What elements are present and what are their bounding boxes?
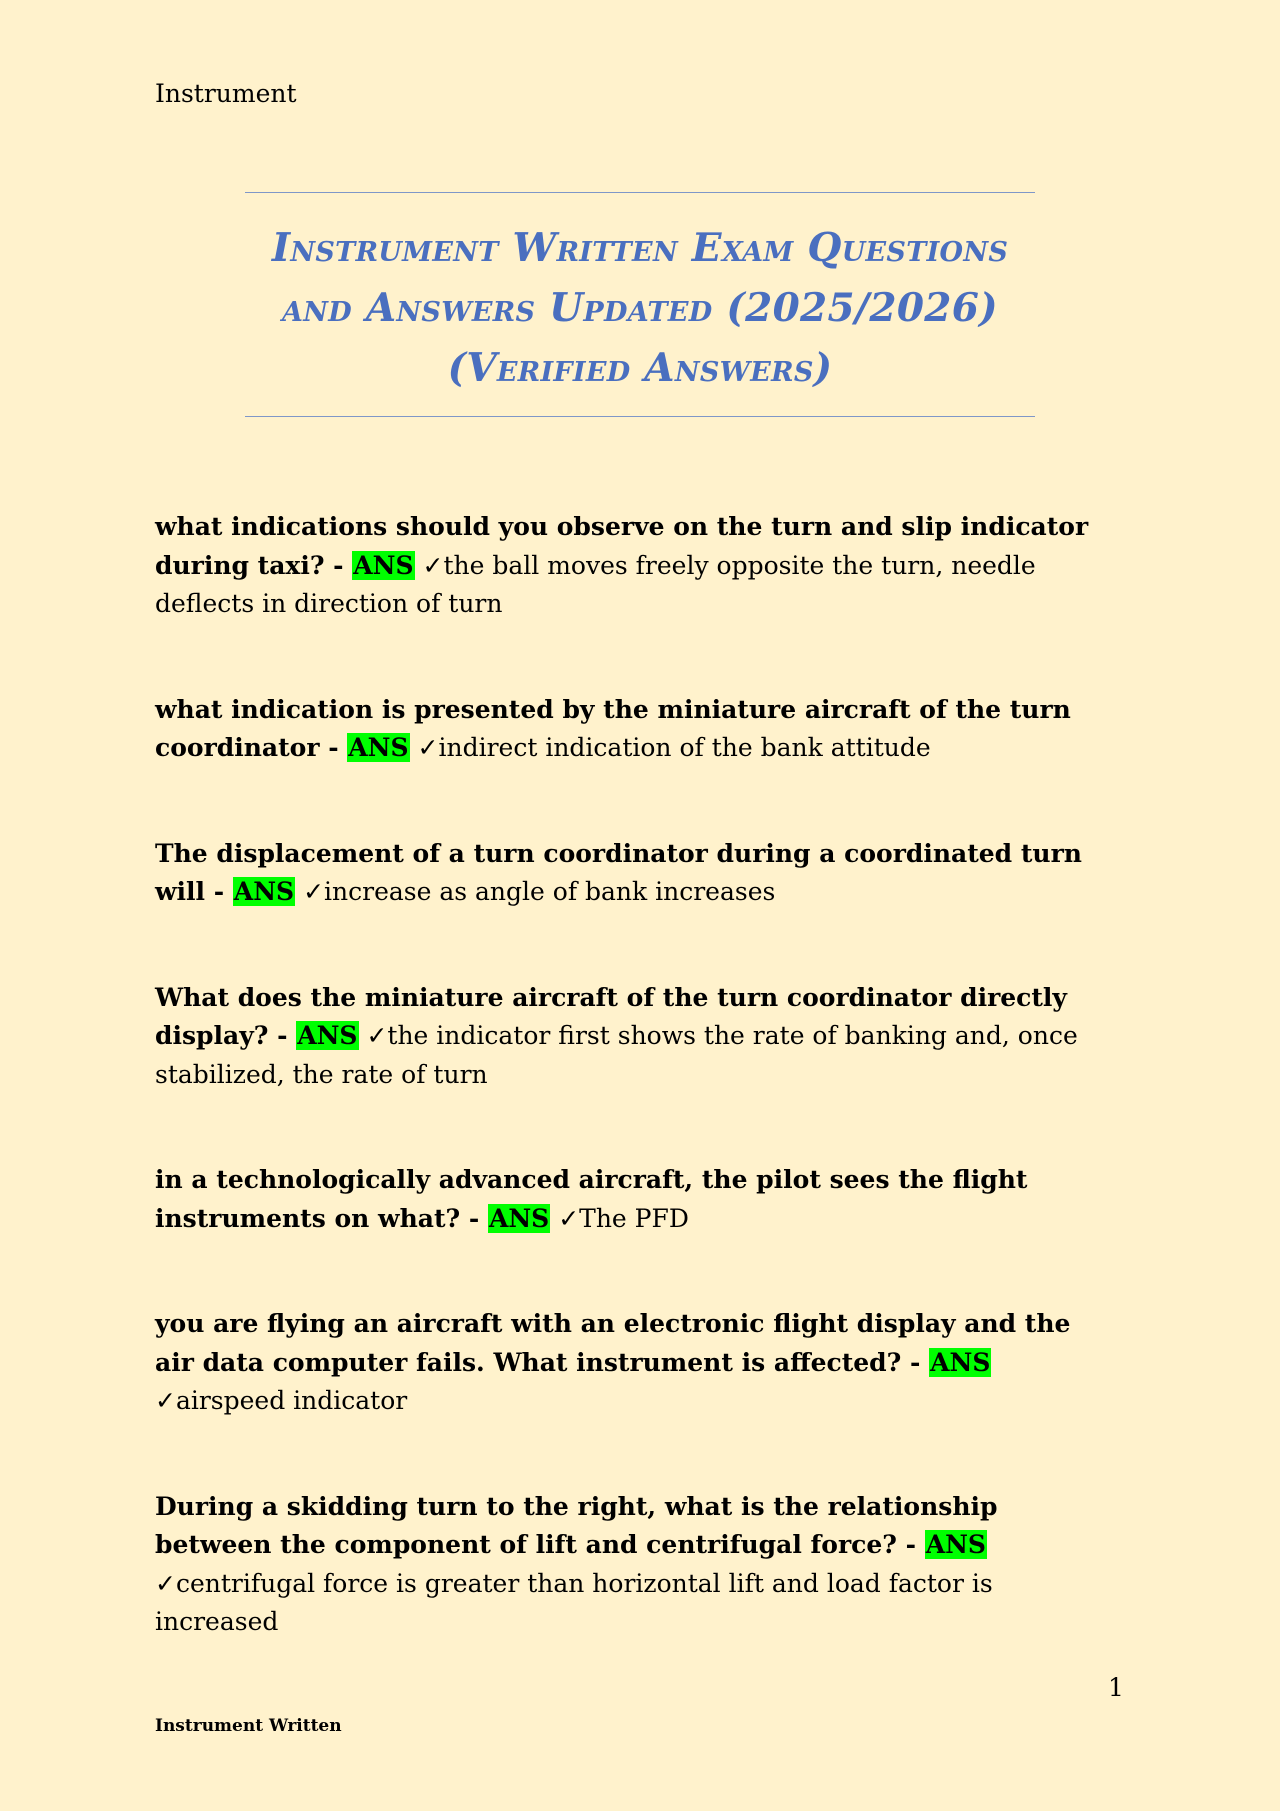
title-line: (Verified Answers) <box>447 345 833 391</box>
qa-item <box>155 508 1115 624</box>
check-icon: ✓ <box>155 1386 176 1415</box>
answer-tag: ANS <box>925 1530 986 1559</box>
document-title <box>245 218 1035 398</box>
check-icon: ✓ <box>422 550 444 580</box>
title-block <box>245 192 1035 418</box>
answer-text: centrifugal force is greater than horizontal lift and load factor is increased <box>155 1568 993 1636</box>
answer-text: the ball moves freely opposite the turn, needle deflects in direction of turn <box>155 550 1036 618</box>
check-icon: ✓ <box>155 1568 176 1598</box>
question-text: in a technologically advanced aircraft, the pilot sees the flight instruments on what? - <box>155 1165 1028 1233</box>
check-icon: ✓ <box>303 877 325 906</box>
question-text: you are flying an aircraft with an electronic flight display and the air data computer fails. What instrument is affected? - <box>155 1309 1071 1377</box>
check-icon: ✓ <box>417 733 439 762</box>
question-text: The displacement of a turn coordinator during a coordinated turn will - <box>155 838 1082 906</box>
check-icon: ✓ <box>558 1203 580 1233</box>
answer-tag: ANS <box>233 877 295 906</box>
qa-item <box>155 1305 1115 1421</box>
check-icon: ✓ <box>366 1021 388 1050</box>
title-rule-bottom <box>245 416 1035 417</box>
question-text: During a skidding turn to the right, what is the relationship between the component of lift and centrifugal force? - <box>155 1491 998 1559</box>
question-text: what indication is presented by the miniature aircraft of the turn coordinator - <box>155 694 1071 762</box>
title-line: and Answers Updated (2025/2026) <box>282 285 998 331</box>
qa-item <box>155 1488 1115 1642</box>
qa-item <box>155 835 1115 912</box>
answer-text: indirect indication of the bank attitude <box>438 733 931 762</box>
qa-item <box>155 691 1115 768</box>
question-text: what indications should you observe on the turn and slip indicator during taxi? - <box>155 512 1089 580</box>
title-line: Instrument Written Exam Questions <box>271 225 1009 271</box>
answer-text: The PFD <box>579 1203 689 1233</box>
question-text: What does the miniature aircraft of the turn coordinator directly display? - <box>155 982 1067 1050</box>
answer-tag: ANS <box>930 1347 991 1377</box>
running-footer: Instrument Written <box>155 1716 342 1736</box>
qa-item <box>155 1161 1115 1238</box>
answer-tag: ANS <box>297 1021 358 1050</box>
title-rule-top <box>245 192 1035 193</box>
page-number: 1 <box>1108 1673 1124 1702</box>
answer-text: increase as angle of bank increases <box>324 877 776 906</box>
answer-tag: ANS <box>348 733 409 762</box>
qa-list <box>155 508 1115 1709</box>
running-header: Instrument <box>155 79 297 108</box>
qa-item <box>155 979 1115 1095</box>
answer-tag: ANS <box>488 1203 550 1233</box>
answer-text: the indicator first shows the rate of banking and, once stabilized, the rate of turn <box>155 1021 1078 1089</box>
answer-text: airspeed indicator <box>175 1386 408 1415</box>
answer-tag: ANS <box>353 550 414 580</box>
